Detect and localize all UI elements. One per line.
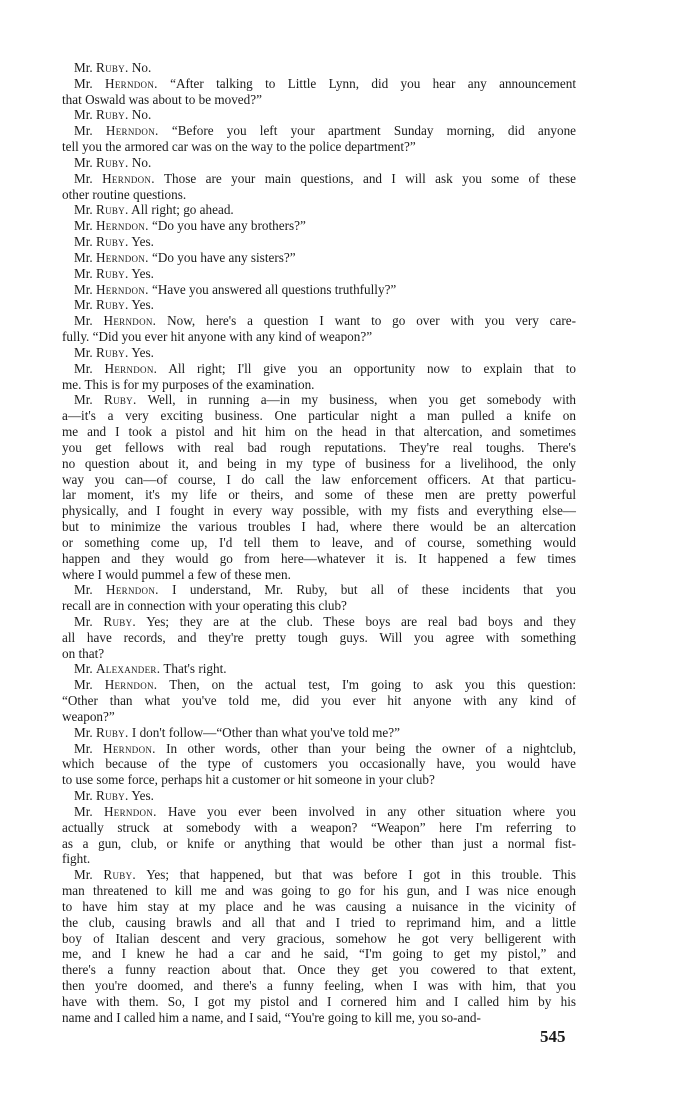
- speaker-name: Ruby.: [103, 867, 136, 883]
- speaker-name: Herndon.: [103, 803, 157, 819]
- speaker-name: Herndon.: [102, 170, 155, 186]
- text-line: [62, 567, 576, 583]
- transcript-paragraph: [62, 788, 576, 804]
- speaker-title: Mr.: [74, 677, 93, 693]
- speaker-name: Herndon.: [103, 313, 157, 329]
- text-line: [62, 804, 576, 820]
- speaker-name: Herndon.: [103, 740, 156, 756]
- text-line: [62, 487, 576, 503]
- speaker-title: Mr.: [74, 297, 93, 313]
- speaker-title: Mr.: [74, 154, 93, 170]
- line-text: which because of the type of customers you occasionally have, you would have: [62, 756, 576, 772]
- line-text: Yes.: [131, 234, 154, 250]
- speaker-name: Ruby.: [103, 392, 137, 408]
- transcript-paragraph: [62, 392, 576, 582]
- text-line: [62, 646, 576, 662]
- text-line: [62, 883, 576, 899]
- text-line: [62, 677, 576, 693]
- transcript-paragraph: [62, 107, 576, 123]
- transcript-paragraph: [62, 345, 576, 361]
- text-line: [62, 424, 576, 440]
- speaker-title: Mr.: [74, 582, 93, 598]
- speaker-title: Mr.: [74, 170, 93, 186]
- text-line: [62, 313, 576, 329]
- line-text: or something come up, I'd tell them to leave, and of course, something would: [62, 534, 576, 550]
- transcript-paragraph: [62, 155, 576, 171]
- line-text: as a gun, club, or knife or anything that would be other than just a normal fist-: [62, 835, 576, 851]
- line-text: Yes.: [131, 297, 154, 313]
- line-text: Then, on the actual test, I'm going to ask you this question:: [169, 677, 577, 693]
- line-text: then you're doomed, and there's a funny feeling, when I was with him, that you: [62, 978, 576, 994]
- line-text: Yes; that happened, but that was before I got in this trouble. This: [146, 867, 577, 883]
- text-line: [62, 107, 576, 123]
- line-text: way you can—of course, I do call the law enforcement officers. At that particu-: [62, 471, 576, 487]
- line-text: where I would pummel a few of these men.: [62, 566, 291, 582]
- text-line: [62, 978, 576, 994]
- speaker-title: Mr.: [74, 803, 93, 819]
- speaker-name: Herndon.: [105, 123, 159, 139]
- text-line: [62, 582, 576, 598]
- text-line: [62, 297, 576, 313]
- text-line: [62, 962, 576, 978]
- transcript-paragraph: [62, 282, 576, 298]
- text-line: [62, 915, 576, 931]
- line-text: there's a funny reaction about that. Once they get you cowered to that extent,: [62, 962, 576, 978]
- speaker-title: Mr.: [74, 234, 93, 250]
- speaker-name: Herndon.: [95, 218, 149, 234]
- line-text: name and I called him a name, and I said, “You're going to kill me, you so-and-: [62, 1009, 481, 1025]
- line-text: tell you the armored car was on the way to the police department?”: [62, 139, 416, 155]
- speaker-name: Herndon.: [104, 677, 158, 693]
- speaker-title: Mr.: [74, 788, 93, 804]
- line-text: Have you ever been involved in any other situation where you: [168, 803, 577, 819]
- text-line: [62, 994, 576, 1010]
- line-text: In other words, other than your being the owner of a nightclub,: [166, 740, 576, 756]
- text-line: [62, 598, 576, 614]
- speaker-title: Mr.: [74, 360, 93, 376]
- transcript-paragraph: [62, 661, 576, 677]
- line-text: Now, here's a question I want to go over with you very care-: [167, 313, 577, 329]
- text-line: [62, 551, 576, 567]
- text-line: [62, 250, 576, 266]
- text-line: [62, 535, 576, 551]
- line-text: “After talking to Little Lynn, did you hear any announcement: [170, 75, 576, 91]
- transcript-paragraph: [62, 171, 576, 203]
- speaker-title: Mr.: [74, 613, 93, 629]
- line-text: all have records, and they're pretty tough guys. Will you agree with something: [62, 629, 576, 645]
- text-line: [62, 392, 576, 408]
- line-text: “Have you answered all questions truthfully?”: [152, 281, 397, 297]
- speaker-title: Mr.: [74, 60, 93, 75]
- line-text: “Before you left your apartment Sunday morning, did anyone: [171, 123, 577, 139]
- text-line: [62, 139, 576, 155]
- transcript-paragraph: [62, 361, 576, 393]
- speaker-title: Mr.: [74, 218, 93, 234]
- line-text: Yes; they are at the club. These boys are real bad boys and they: [146, 613, 577, 629]
- speaker-name: Herndon.: [106, 582, 159, 598]
- line-text: boy of Italian descent and very gracious, somehow he got very belligerent with: [62, 930, 576, 946]
- text-line: [62, 345, 576, 361]
- line-text: All right; I'll give you an opportunity now to explain that to: [168, 360, 577, 376]
- line-text: No.: [131, 60, 152, 75]
- transcript-paragraph: [62, 297, 576, 313]
- speaker-name: Herndon.: [105, 75, 158, 91]
- text-line: [62, 377, 576, 393]
- line-text: that Oswald was about to be moved?”: [62, 91, 262, 107]
- line-text: No.: [131, 107, 152, 123]
- line-text: fight.: [62, 851, 91, 867]
- speaker-title: Mr.: [74, 867, 93, 883]
- line-text: weapon?”: [62, 708, 115, 724]
- text-line: [62, 946, 576, 962]
- speaker-name: Ruby.: [95, 60, 129, 75]
- transcript-paragraph: [62, 123, 576, 155]
- text-line: [62, 725, 576, 741]
- text-line: [62, 234, 576, 250]
- line-text: the club, causing brawls and all that and I tried to reprimand him, and a little: [62, 914, 576, 930]
- speaker-name: Ruby.: [95, 154, 129, 170]
- speaker-name: Herndon.: [104, 360, 158, 376]
- line-text: me, and I knew he had a car and he said, “I'm going to get my pistol,” and: [62, 946, 576, 962]
- speaker-title: Mr.: [74, 344, 93, 360]
- line-text: other routine questions.: [62, 186, 187, 202]
- text-line: [62, 899, 576, 915]
- speaker-title: Mr.: [74, 202, 93, 218]
- speaker-name: Ruby.: [103, 613, 136, 629]
- text-line: [62, 171, 576, 187]
- speaker-name: Herndon.: [95, 281, 149, 297]
- line-text: “Other than what you've told me, did you ever hit anyone with any kind of: [62, 693, 576, 709]
- speaker-title: Mr.: [74, 724, 93, 740]
- line-text: happen and they would go from here—whatever it is. It happened a few times: [62, 550, 576, 566]
- line-text: on that?: [62, 645, 105, 661]
- text-line: [62, 693, 576, 709]
- text-line: [62, 788, 576, 804]
- line-text: you get fellows with real bad rough reputations. They're real toughs. There's: [62, 439, 576, 455]
- speaker-title: Mr.: [74, 123, 93, 139]
- line-text: to have him stay at my place and he was causing a nuisance in the vicinity of: [62, 898, 576, 914]
- speaker-name: Alexander.: [95, 661, 161, 677]
- text-line: [62, 60, 576, 76]
- text-line: [62, 218, 576, 234]
- text-line: [62, 361, 576, 377]
- text-line: [62, 155, 576, 171]
- text-line: [62, 820, 576, 836]
- text-line: [62, 931, 576, 947]
- speaker-name: Ruby.: [95, 724, 129, 740]
- speaker-name: Ruby.: [95, 234, 129, 250]
- line-text: Yes.: [131, 788, 154, 804]
- speaker-title: Mr.: [74, 392, 93, 408]
- text-line: [62, 867, 576, 883]
- speaker-title: Mr.: [74, 107, 93, 123]
- line-text: a—it's a very exciting business. One particular night a man pulled a knife on: [62, 408, 576, 424]
- text-line: [62, 92, 576, 108]
- line-text: “Do you have any sisters?”: [152, 249, 296, 265]
- text-line: [62, 440, 576, 456]
- text-line: [62, 282, 576, 298]
- transcript-paragraph: [62, 725, 576, 741]
- text-line: [62, 519, 576, 535]
- transcript-paragraph: [62, 677, 576, 724]
- transcript-paragraph: [62, 313, 576, 345]
- transcript-paragraph: [62, 741, 576, 788]
- text-line: [62, 187, 576, 203]
- transcript-paragraph: [62, 76, 576, 108]
- text-line: [62, 836, 576, 852]
- line-text: fully. “Did you ever hit anyone with any kind of weapon?”: [62, 329, 373, 345]
- speaker-title: Mr.: [74, 249, 93, 265]
- text-line: [62, 472, 576, 488]
- text-line: [62, 408, 576, 424]
- text-line: [62, 851, 576, 867]
- speaker-name: Ruby.: [95, 344, 129, 360]
- text-line: [62, 1010, 576, 1026]
- text-line: [62, 661, 576, 677]
- transcript-paragraph: [62, 250, 576, 266]
- transcript-paragraph: [62, 582, 576, 614]
- text-line: [62, 709, 576, 725]
- text-line: [62, 76, 576, 92]
- speaker-name: Ruby.: [95, 788, 129, 804]
- line-text: Yes.: [131, 265, 154, 281]
- text-line: [62, 266, 576, 282]
- text-line: [62, 503, 576, 519]
- text-line: [62, 456, 576, 472]
- speaker-name: Ruby.: [95, 297, 129, 313]
- speaker-name: Ruby.: [95, 107, 129, 123]
- text-line: [62, 630, 576, 646]
- text-line: [62, 756, 576, 772]
- line-text: me. This is for my purposes of the examination.: [62, 376, 315, 392]
- transcript-body: [62, 60, 576, 1026]
- line-text: lar moment, it's my life or theirs, and some of these men are pretty powerful: [62, 487, 576, 503]
- line-text: but to minimize the various troubles I had, where there would be an altercation: [62, 519, 576, 535]
- line-text: Well, in running a—in my business, when you get somebody with: [147, 392, 577, 408]
- line-text: Those are your main questions, and I will ask you some of these: [164, 170, 577, 186]
- text-line: [62, 772, 576, 788]
- line-text: man threatened to kill me and was going to go for his gun, and I was nice enough: [62, 883, 576, 899]
- line-text: No.: [131, 154, 152, 170]
- speaker-title: Mr.: [74, 740, 93, 756]
- line-text: recall are in connection with your operating this club?: [62, 598, 347, 614]
- text-line: [62, 329, 576, 345]
- line-text: I understand, Mr. Ruby, but all of these incidents that you: [172, 582, 577, 598]
- text-line: [62, 614, 576, 630]
- speaker-name: Herndon.: [95, 249, 149, 265]
- line-text: All right; go ahead.: [131, 202, 234, 218]
- transcript-paragraph: [62, 266, 576, 282]
- speaker-title: Mr.: [74, 281, 93, 297]
- line-text: no question about it, and being in my type of business for a livelihood, the only: [62, 455, 576, 471]
- line-text: “Do you have any brothers?”: [152, 218, 306, 234]
- transcript-paragraph: [62, 614, 576, 661]
- speaker-title: Mr.: [74, 313, 93, 329]
- speaker-name: Ruby.: [95, 202, 129, 218]
- line-text: That's right.: [163, 661, 227, 677]
- transcript-paragraph: [62, 218, 576, 234]
- transcript-paragraph: [62, 234, 576, 250]
- line-text: Yes.: [131, 344, 154, 360]
- line-text: have with them. So, I got my pistol and I cornered him and I called him by his: [62, 993, 576, 1009]
- transcript-paragraph: [62, 867, 576, 1025]
- line-text: me and I took a pistol and hit him on the head in that altercation, and sometimes: [62, 424, 576, 440]
- speaker-title: Mr.: [74, 75, 93, 91]
- transcript-paragraph: [62, 804, 576, 867]
- page-number: 545: [540, 1027, 566, 1046]
- text-line: [62, 202, 576, 218]
- transcript-paragraph: [62, 60, 576, 76]
- transcript-paragraph: [62, 202, 576, 218]
- line-text: actually struck at somebody with a weapon? “Weapon” here I'm referring to: [62, 819, 576, 835]
- speaker-name: Ruby.: [95, 265, 129, 281]
- line-text: I don't follow—“Other than what you've told me?”: [131, 724, 400, 740]
- text-line: [62, 123, 576, 139]
- speaker-title: Mr.: [74, 661, 93, 677]
- speaker-title: Mr.: [74, 265, 93, 281]
- line-text: to use some force, perhaps hit a customer or hit someone in your club?: [62, 772, 435, 788]
- text-line: [62, 741, 576, 757]
- line-text: physically, and I fought in every way possible, with my fists and everything else—: [62, 503, 576, 519]
